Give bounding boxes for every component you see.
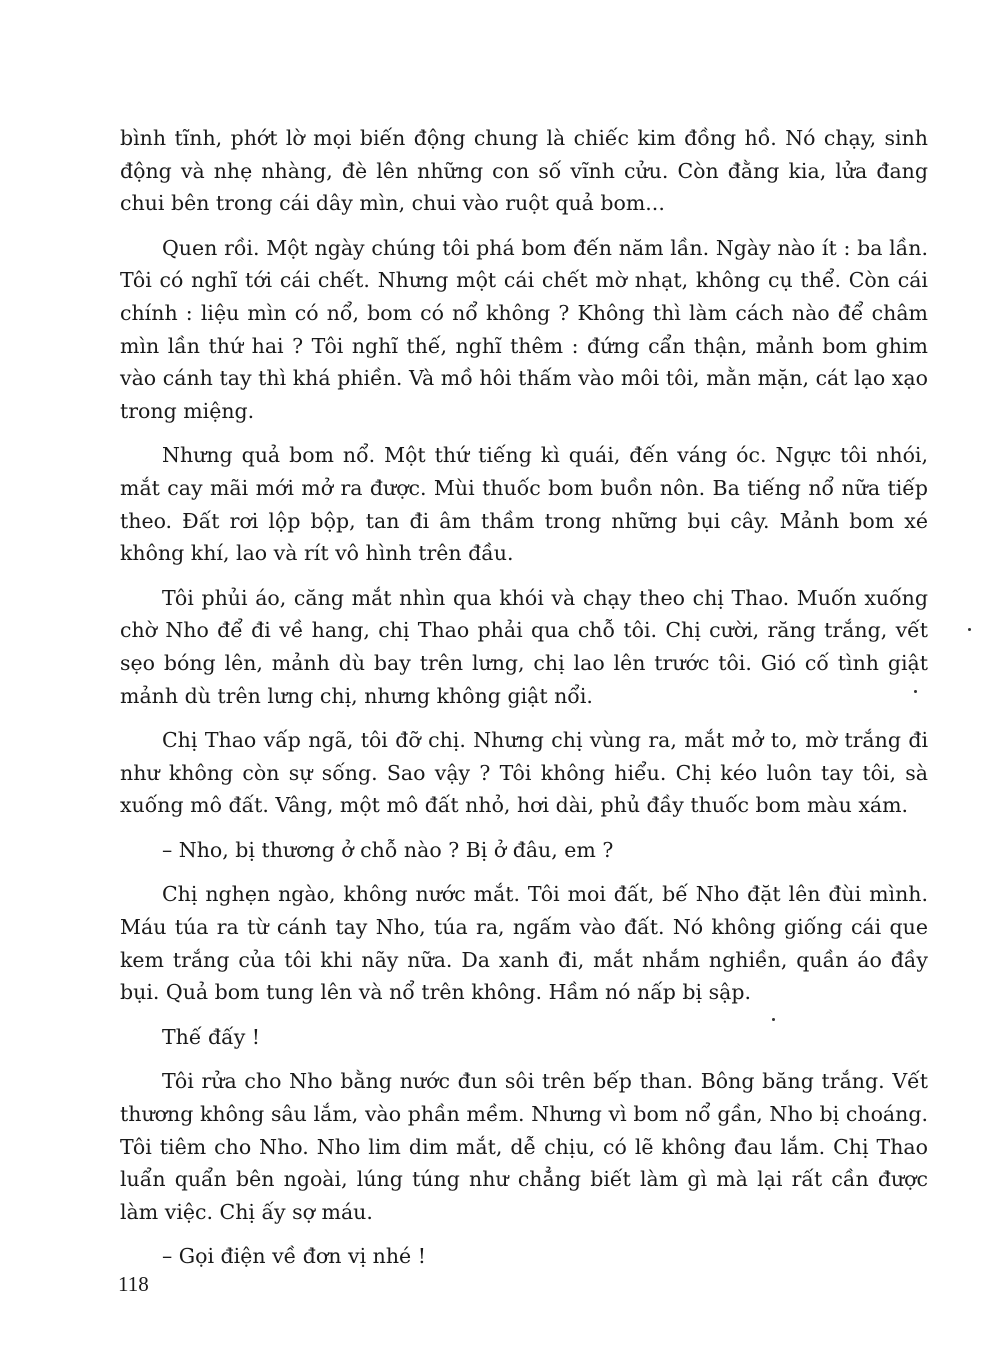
paragraph: Chị nghẹn ngào, không nước mắt. Tôi moi đất, bế Nho đặt lên đùi mình. Máu túa ra từ cánh tay Nho, túa ra, ngấm vào đất. Nó không giống cái que kem trắng của tôi khi nãy nữa. Da xanh đi, mắt nhắm nghiền, quần áo đầy bụi. Quả bom tung lên và nổ trên không. Hầm nó nấp bị sập. (120, 882, 928, 1005)
scan-speck (772, 1018, 775, 1021)
page-number: 118 (118, 1272, 149, 1296)
paragraph: Tôi phủi áo, căng mắt nhìn qua khói và chạy theo chị Thao. Muốn xuống chờ Nho để đi về hang, chị Thao phải qua chỗ tôi. Chị cười, răng trắng, vết sẹo bóng lên, mảnh dù bay trên lưng, chị lao lên trước tôi. Gió cố tình giật mảnh dù trên lưng chị, nhưng không giật nổi. (120, 585, 928, 708)
paragraph: Chị Thao vấp ngã, tôi đỡ chị. Nhưng chị vùng ra, mắt mở to, mờ trắng đi như không còn sự sống. Sao vậy ? Tôi không hiểu. Chị kéo luôn tay tôi, sà xuống mô đất. Vâng, một mô đất nhỏ, hơi dài, phủ đầy thuốc bom màu xám. (120, 728, 928, 818)
paragraph: Tôi rửa cho Nho bằng nước đun sôi trên bếp than. Bông băng trắng. Vết thương không sâu lắm, vào phần mềm. Nhưng vì bom nổ gần, Nho bị choáng. Tôi tiêm cho Nho. Nho lim dim mắt, dễ chịu, có lẽ không đau lắm. Chị Thao luẩn quẩn bên ngoài, lúng túng như chẳng biết làm gì mà lại rất cần được làm việc. Chị ấy sợ máu. (120, 1069, 928, 1224)
paragraph: Nhưng quả bom nổ. Một thứ tiếng kì quái, đến váng óc. Ngực tôi nhói, mắt cay mãi mới mở ra được. Mùi thuốc bom buồn nôn. Ba tiếng nổ nữa tiếp theo. Đất rơi lộp bộp, tan đi âm thầm trong những bụi cây. Mảnh bom xé không khí, lao và rít vô hình trên đầu. (120, 443, 928, 566)
dialogue-line: – Gọi điện về đơn vị nhé ! (162, 1244, 426, 1269)
paragraph-continuation: bình tĩnh, phớt lờ mọi biến động chung là chiếc kim đồng hồ. Nó chạy, sinh động và nhẹ nhàng, đè lên những con số vĩnh cửu. Còn đằng kia, lửa đang chui bên trong cái dây mìn, chui vào ruột quả bom... (120, 126, 928, 216)
scan-speck (914, 690, 917, 693)
paragraph: Thế đấy ! (162, 1024, 261, 1049)
dialogue-line: – Nho, bị thương ở chỗ nào ? Bị ở đâu, em ? (162, 837, 614, 862)
paragraph: Quen rồi. Một ngày chúng tôi phá bom đến năm lần. Ngày nào ít : ba lần. Tôi có nghĩ tới cái chết. Nhưng một cái chết mờ nhạt, không cụ thể. Còn cái chính : liệu mìn có nổ, bom có nổ không ? Không thì làm cách nào để châm mìn lần thứ hai ? Tôi nghĩ thế, nghĩ thêm : đứng cẩn thận, mảnh bom ghim vào cánh tay thì khá phiền. Và mồ hôi thấm vào môi tôi, mằn mặn, cát lạo xạo trong miệng. (120, 235, 928, 423)
scan-speck (968, 628, 971, 631)
body-text (120, 122, 928, 1285)
